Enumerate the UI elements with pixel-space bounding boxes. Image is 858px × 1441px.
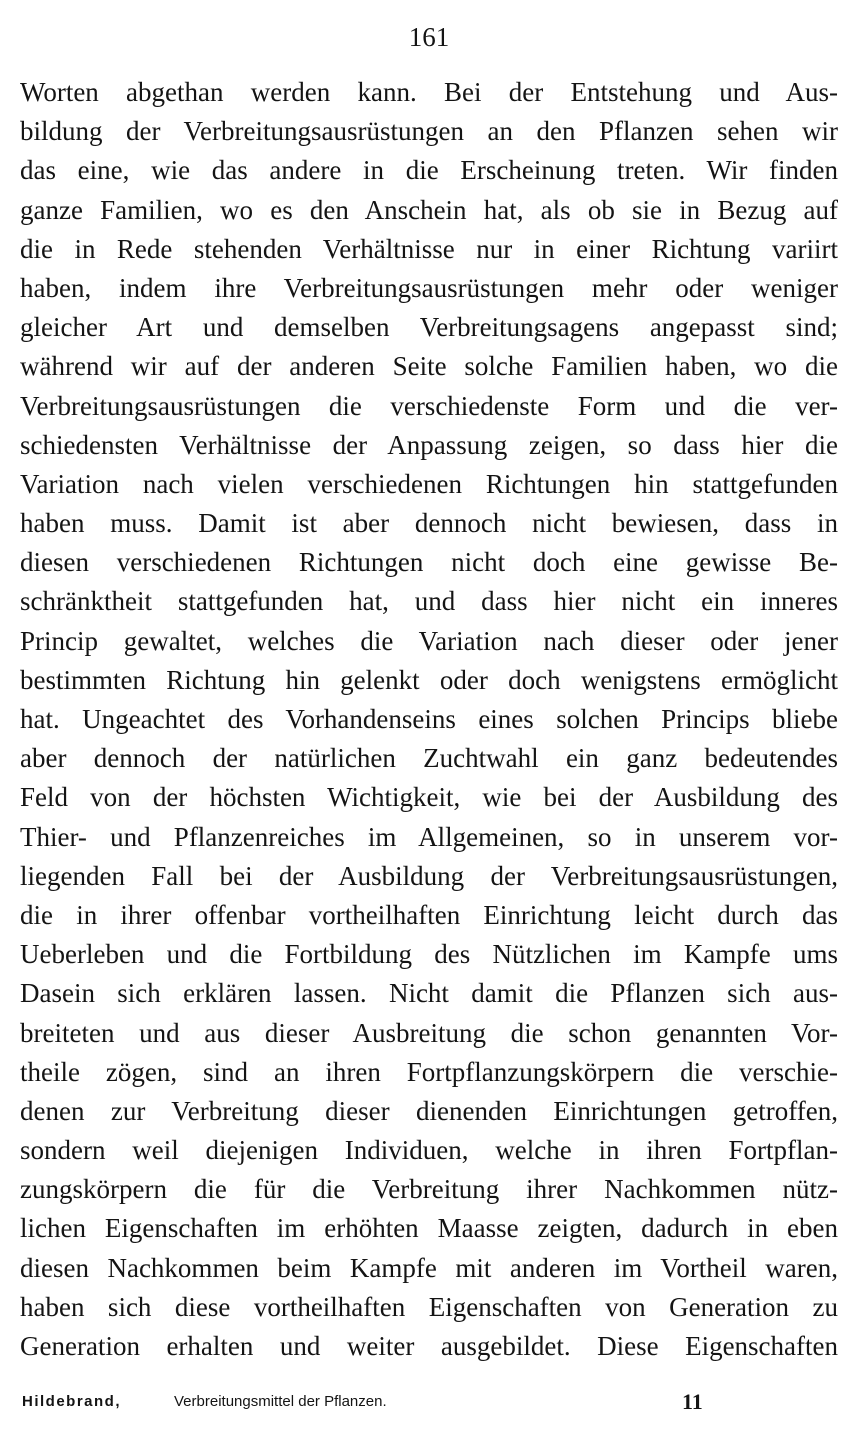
text-line: haben sich diese vortheilhaften Eigenschaften von Generation zu (20, 1291, 838, 1322)
text-line: schränktheit stattgefunden hat, und dass hier nicht ein inneres (20, 586, 838, 617)
text-line: Princip gewaltet, welches die Variation nach dieser oder jener (20, 625, 838, 656)
text-line: Ueberleben und die Fortbildung des Nützlichen im Kampfe ums (20, 939, 838, 970)
text-line: während wir auf der anderen Seite solche Familien haben, wo die (20, 351, 838, 382)
text-line: ganze Familien, wo es den Anschein hat, als ob sie in Bezug auf (20, 194, 838, 225)
footer-author: Hildebrand, (22, 1393, 122, 1410)
text-line: das eine, wie das andere in die Erscheinung treten. Wir finden (20, 155, 838, 186)
text-line: die in Rede stehenden Verhältnisse nur in einer Richtung variirt (20, 233, 838, 264)
text-line: diesen Nachkommen beim Kampfe mit anderen im Vortheil waren, (20, 1252, 838, 1283)
text-line: lichen Eigenschaften im erhöhten Maasse zeigten, dadurch in eben (20, 1213, 838, 1244)
text-line: Feld von der höchsten Wichtigkeit, wie bei der Ausbildung des (20, 782, 838, 813)
page-number: 161 (408, 22, 450, 52)
text-line: aber dennoch der natürlichen Zuchtwahl ein ganz bedeutendes (20, 743, 838, 774)
text-line: bestimmten Richtung hin gelenkt oder doch wenigstens ermöglicht (20, 664, 838, 695)
text-line: zungskörpern die für die Verbreitung ihrer Nachkommen nütz- (20, 1174, 838, 1205)
text-line: liegenden Fall bei der Ausbildung der Verbreitungsausrüstungen, (20, 860, 838, 891)
text-line: Generation erhalten und weiter ausgebildet. Diese Eigenschaften (20, 1331, 838, 1361)
text-line: Dasein sich erklären lassen. Nicht damit die Pflanzen sich aus- (20, 978, 838, 1009)
text-line: sondern weil diejenigen Individuen, welche in ihren Fortpflan- (20, 1135, 838, 1166)
text-line: Thier- und Pflanzenreiches im Allgemeinen, so in unserem vor- (20, 821, 838, 852)
printer-signature-mark: 11 (682, 1389, 703, 1414)
footer-book-title: Verbreitungsmittel der Pflanzen. (174, 1393, 387, 1410)
text-line: breiteten und aus dieser Ausbreitung die schon genannten Vor- (20, 1017, 838, 1048)
text-line: diesen verschiedenen Richtungen nicht doch eine gewisse Be- (20, 547, 838, 578)
text-line: gleicher Art und demselben Verbreitungsagens angepasst sind; (20, 312, 838, 343)
text-line: die in ihrer offenbar vortheilhaften Einrichtung leicht durch das (20, 899, 838, 930)
text-line: bildung der Verbreitungsausrüstungen an den Pflanzen sehen wir (20, 116, 838, 147)
text-line: Verbreitungsausrüstungen die verschiedenste Form und die ver- (20, 390, 838, 421)
page-footer (22, 1387, 822, 1417)
text-line: theile zögen, sind an ihren Fortpflanzungskörpern die verschie- (20, 1056, 838, 1087)
text-line: denen zur Verbreitung dieser dienenden Einrichtungen getroffen, (20, 1095, 838, 1126)
text-line: haben, indem ihre Verbreitungsausrüstungen mehr oder weniger (20, 272, 838, 303)
text-line: haben muss. Damit ist aber dennoch nicht bewiesen, dass in (20, 508, 838, 539)
text-line: Worten abgethan werden kann. Bei der Entstehung und Aus- (20, 77, 838, 107)
text-line: Variation nach vielen verschiedenen Richtungen hin stattgefunden (20, 468, 838, 499)
body-text (20, 73, 838, 1366)
text-line: hat. Ungeachtet des Vorhandenseins eines solchen Princips bliebe (20, 704, 838, 734)
text-line: schiedensten Verhältnisse der Anpassung zeigen, so dass hier die (20, 429, 838, 460)
